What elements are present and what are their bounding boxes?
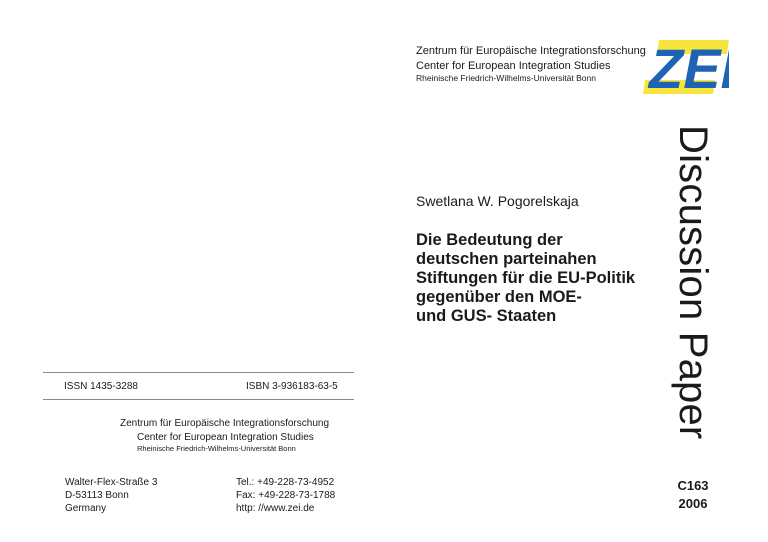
website-link[interactable]: http: //www.zei.de [236, 503, 315, 514]
address-line: D-53113 Bonn [65, 490, 129, 501]
paper-code: C163 [677, 478, 709, 493]
address-line: Walter-Flex-Straße 3 [65, 477, 158, 488]
address-line: Germany [65, 503, 107, 514]
isbn: ISBN 3-936183-63-5 [246, 381, 338, 392]
paper-title [416, 231, 666, 326]
series-label: Discussion Paper [671, 125, 715, 440]
title-line: Die Bedeutung der [416, 231, 563, 249]
divider-bottom [43, 399, 354, 400]
title-line: deutschen parteinahen [416, 250, 597, 268]
author-name: Swetlana W. Pogorelskaja [416, 193, 579, 209]
series-label-container [672, 125, 714, 470]
issn: ISSN 1435-3288 [64, 381, 138, 392]
postal-address [65, 476, 157, 515]
institute-name-de: Zentrum für Europäische Integrationsforschung [416, 45, 646, 57]
phone: Tel.: +49-228-73-4952 [236, 477, 335, 488]
logo-text: ZEI [649, 37, 729, 95]
divider-top [43, 372, 354, 373]
fax: Fax: +49-228-73-1788 [236, 490, 336, 501]
institute-university-footer: Rheinische Friedrich-Wilhelms-Universität Bonn [137, 444, 296, 453]
zei-logo [641, 32, 729, 95]
title-line: Stiftungen für die EU-Politik [416, 269, 636, 287]
title-line: gegenüber den MOE- [416, 288, 582, 306]
institute-name-de-footer: Zentrum für Europäische Integrationsforschung [120, 418, 329, 429]
title-line: und GUS- Staaten [416, 307, 557, 325]
institute-university: Rheinische Friedrich-Wilhelms-Universität Bonn [416, 73, 596, 83]
institute-name-en: Center for European Integration Studies [416, 60, 611, 72]
contact-info [236, 476, 335, 515]
paper-year: 2006 [678, 496, 708, 511]
institute-name-en-footer: Center for European Integration Studies [137, 432, 314, 443]
